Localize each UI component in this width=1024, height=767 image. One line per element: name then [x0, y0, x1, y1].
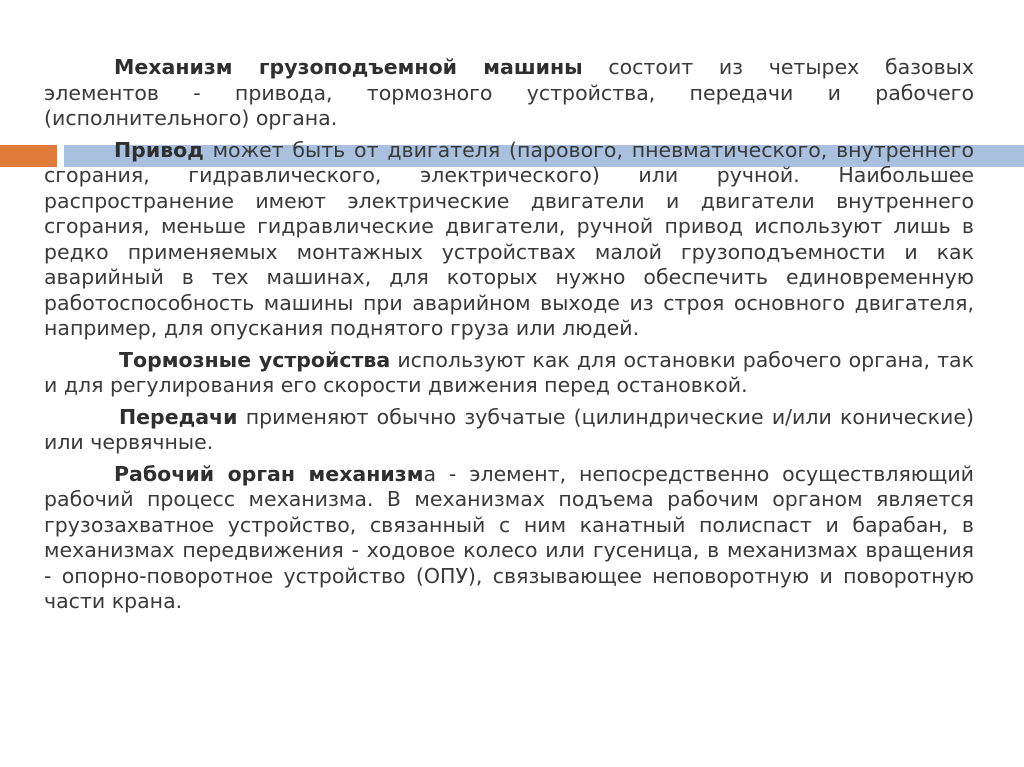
paragraph-drive — [44, 138, 974, 342]
paragraph-text: может быть от двигателя (парового, пневматического, внутреннего сгорания, гидравлического, электрического) или ручной. Наибольшее распространение имеют электрические двигатели и двигатели внутреннего сгорания, меньше гидравлические двигатели, ручной привод используют лишь в редко применяемых монтажных устройствах малой грузоподъемности и как аварийный в тех машинах, для которых нужно обеспечить единовременную работоспособность машины при аварийном выходе из строя основного двигателя, например, для опускания поднятого груза или людей. — [44, 137, 974, 340]
paragraph-working-body — [44, 462, 974, 615]
term-drive: Привод — [114, 137, 204, 162]
paragraph-text: состоит из четырех базовых элементов - привода, тормозного устройства, передачи и рабочего (исполнительного) органа. — [44, 55, 975, 130]
term-mechanism: Механизм грузоподъемной машины — [114, 55, 583, 79]
slide-body — [44, 55, 974, 615]
paragraph-text: используют как для остановки рабочего органа, так и для регулирования его скорости движения перед остановкой. — [44, 347, 974, 397]
paragraph-brakes — [44, 348, 974, 399]
term-transmissions: Передачи — [119, 404, 238, 429]
term-brakes: Тормозные устройства — [119, 347, 391, 372]
paragraph-transmissions — [44, 405, 974, 456]
paragraph-text: применяют обычно зубчатые (цилиндрические и/или конические) или червячные. — [44, 404, 974, 454]
term-working-body: Рабочий орган механизм — [114, 461, 424, 486]
paragraph-text: а - элемент, непосредственно осуществляющий рабочий процесс механизма. В механизмах подъема рабочим органом является грузозахватное устройство, связанный с ним канатный полиспаст и барабан, в механизмах передвижения - ходовое колесо или гусеница, в механизмах вращения - опорно-поворотное устройство (ОПУ), связывающее неповоротную и поворотную части крана. — [44, 461, 974, 613]
paragraph-mechanism — [44, 55, 974, 132]
